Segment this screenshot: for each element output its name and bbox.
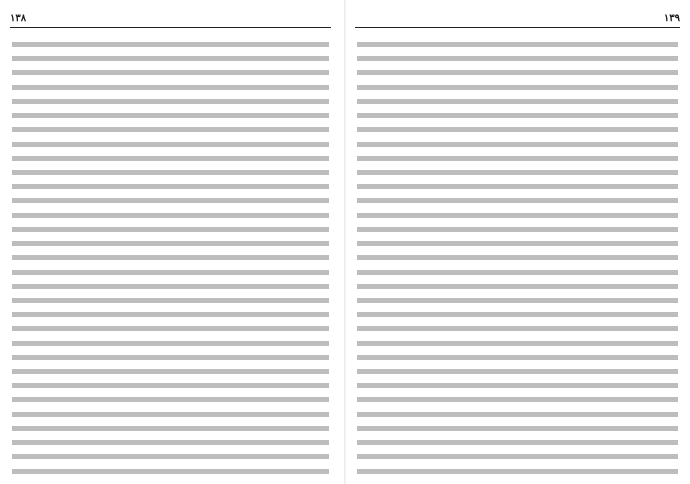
text-line xyxy=(12,223,329,236)
text-line xyxy=(12,237,329,250)
text-line xyxy=(357,66,678,79)
left-page-number: ۱۳۸ xyxy=(10,13,27,24)
text-line xyxy=(357,109,678,122)
text-line xyxy=(12,337,329,350)
text-line xyxy=(12,138,329,151)
right-page-header xyxy=(355,8,680,24)
text-line xyxy=(12,66,329,79)
text-line xyxy=(357,365,678,378)
text-line xyxy=(357,123,678,136)
text-line xyxy=(12,81,329,94)
text-line xyxy=(12,351,329,364)
text-line xyxy=(357,393,678,406)
text-line xyxy=(12,38,329,51)
text-line xyxy=(357,379,678,392)
text-line xyxy=(357,408,678,421)
text-line xyxy=(357,223,678,236)
text-line xyxy=(12,450,329,463)
text-line xyxy=(12,465,329,478)
text-line xyxy=(12,393,329,406)
text-line xyxy=(357,337,678,350)
text-line xyxy=(357,351,678,364)
text-line xyxy=(12,280,329,293)
text-line xyxy=(357,81,678,94)
text-line xyxy=(12,209,329,222)
text-line xyxy=(12,379,329,392)
right-page-text xyxy=(357,38,678,478)
text-line xyxy=(357,294,678,307)
text-line xyxy=(12,308,329,321)
text-line xyxy=(12,180,329,193)
right-page-number: ۱۳۹ xyxy=(663,13,680,24)
text-line xyxy=(357,95,678,108)
text-line xyxy=(357,266,678,279)
text-line xyxy=(357,166,678,179)
text-line xyxy=(357,138,678,151)
text-line xyxy=(357,308,678,321)
text-line xyxy=(357,209,678,222)
text-line xyxy=(12,52,329,65)
text-line xyxy=(12,109,329,122)
text-line xyxy=(12,152,329,165)
text-line xyxy=(12,166,329,179)
text-line xyxy=(357,465,678,478)
left-page-text xyxy=(12,38,329,478)
text-line xyxy=(12,408,329,421)
text-line xyxy=(12,266,329,279)
text-line xyxy=(12,123,329,136)
left-page-header xyxy=(10,8,331,24)
text-line xyxy=(357,194,678,207)
text-line xyxy=(357,251,678,264)
text-line xyxy=(12,251,329,264)
right-page xyxy=(345,0,690,484)
text-line xyxy=(12,322,329,335)
text-line xyxy=(12,194,329,207)
text-line xyxy=(12,95,329,108)
right-header-rule xyxy=(355,27,680,28)
text-line xyxy=(357,38,678,51)
text-line xyxy=(12,422,329,435)
text-line xyxy=(12,436,329,449)
text-line xyxy=(12,365,329,378)
text-line xyxy=(357,322,678,335)
text-line xyxy=(12,294,329,307)
text-line xyxy=(357,237,678,250)
text-line xyxy=(357,280,678,293)
left-header-rule xyxy=(10,27,331,28)
text-line xyxy=(357,450,678,463)
text-line xyxy=(357,52,678,65)
text-line xyxy=(357,152,678,165)
text-line xyxy=(357,180,678,193)
text-line xyxy=(357,436,678,449)
text-line xyxy=(357,422,678,435)
